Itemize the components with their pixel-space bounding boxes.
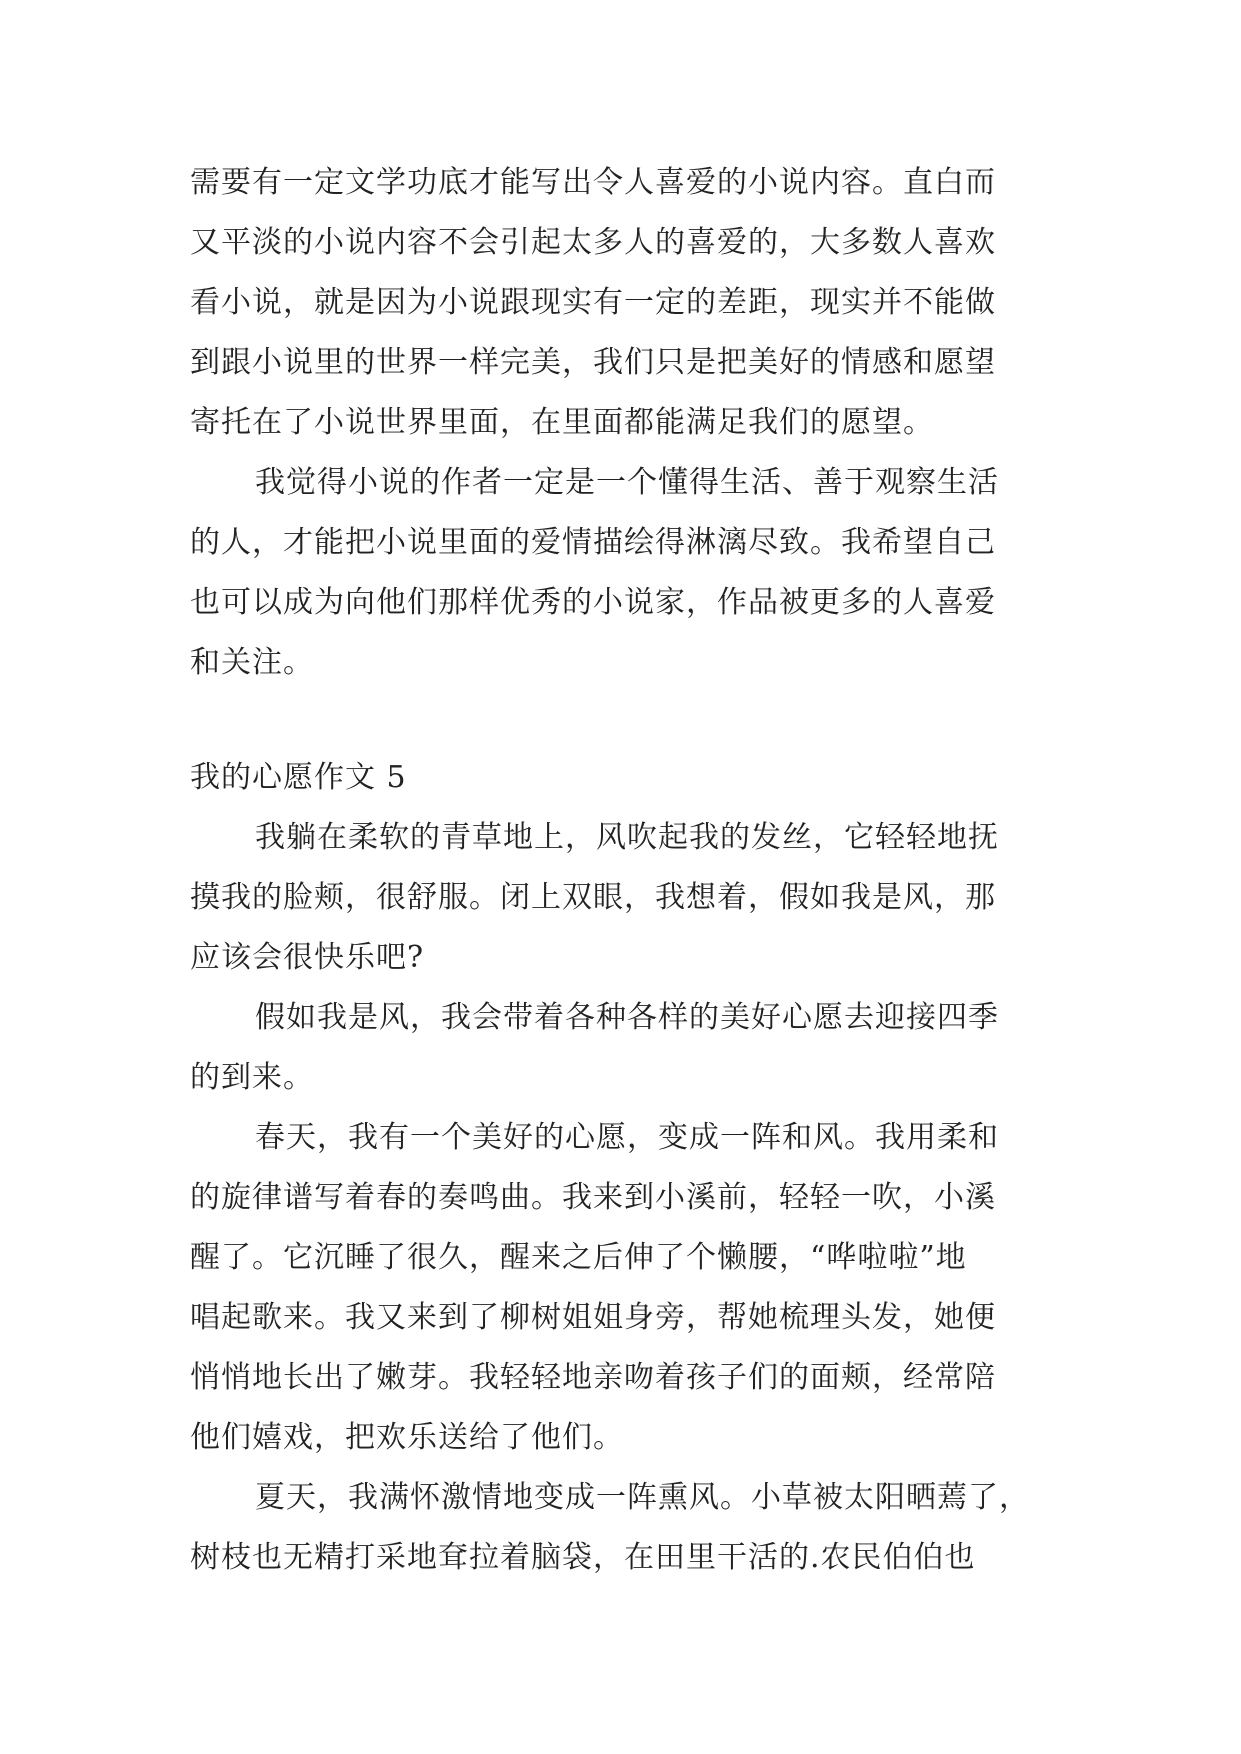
paragraph-3-line-3: 应该会很快乐吧? bbox=[190, 940, 425, 975]
paragraph-2-line-4: 和关注。 bbox=[190, 645, 314, 680]
paragraph-1-line-1: 需要有一定文学功底才能写出令人喜爱的小说内容。直白而 bbox=[190, 165, 996, 200]
section-heading: 我的心愿作文 5 bbox=[190, 760, 407, 795]
paragraph-3-line-1: 我躺在柔软的青草地上，风吹起我的发丝，它轻轻地抚 bbox=[255, 820, 999, 855]
paragraph-2-line-2: 的人，才能把小说里面的爱情描绘得淋漓尽致。我希望自己 bbox=[190, 525, 996, 560]
paragraph-4-line-2: 的到来。 bbox=[190, 1060, 314, 1095]
paragraph-3-line-2: 摸我的脸颊，很舒服。闭上双眼，我想着，假如我是风，那 bbox=[190, 880, 996, 915]
paragraph-6-line-1: 夏天，我满怀激情地变成一阵熏风。小草被太阳晒蔫了， bbox=[255, 1480, 1030, 1515]
paragraph-2-line-1: 我觉得小说的作者一定是一个懂得生活、善于观察生活 bbox=[255, 465, 999, 500]
paragraph-5-line-4: 唱起歌来。我又来到了柳树姐姐身旁，帮她梳理头发，她便 bbox=[190, 1300, 996, 1335]
paragraph-5-line-3: 醒了。它沉睡了很久，醒来之后伸了个懒腰，“哗啦啦”地 bbox=[190, 1240, 967, 1275]
paragraph-2-line-3: 也可以成为向他们那样优秀的小说家，作品被更多的人喜爱 bbox=[190, 585, 996, 620]
paragraph-1-line-4: 到跟小说里的世界一样完美，我们只是把美好的情感和愿望 bbox=[190, 345, 996, 380]
paragraph-5-line-2: 的旋律谱写着春的奏鸣曲。我来到小溪前，轻轻一吹，小溪 bbox=[190, 1180, 996, 1215]
paragraph-1-line-5: 寄托在了小说世界里面，在里面都能满足我们的愿望。 bbox=[190, 405, 934, 440]
paragraph-4-line-1: 假如我是风，我会带着各种各样的美好心愿去迎接四季 bbox=[255, 1000, 999, 1035]
paragraph-5-line-5: 悄悄地长出了嫩芽。我轻轻地亲吻着孩子们的面颊，经常陪 bbox=[190, 1360, 996, 1395]
paragraph-1-line-2: 又平淡的小说内容不会引起太多人的喜爱的，大多数人喜欢 bbox=[190, 225, 996, 260]
paragraph-5-line-6: 他们嬉戏，把欢乐送给了他们。 bbox=[190, 1420, 624, 1455]
paragraph-1-line-3: 看小说，就是因为小说跟现实有一定的差距，现实并不能做 bbox=[190, 285, 996, 320]
paragraph-6-line-2: 树枝也无精打采地耷拉着脑袋，在田里干活的.农民伯伯也 bbox=[190, 1540, 976, 1575]
paragraph-5-line-1: 春天，我有一个美好的心愿，变成一阵和风。我用柔和 bbox=[255, 1120, 999, 1155]
